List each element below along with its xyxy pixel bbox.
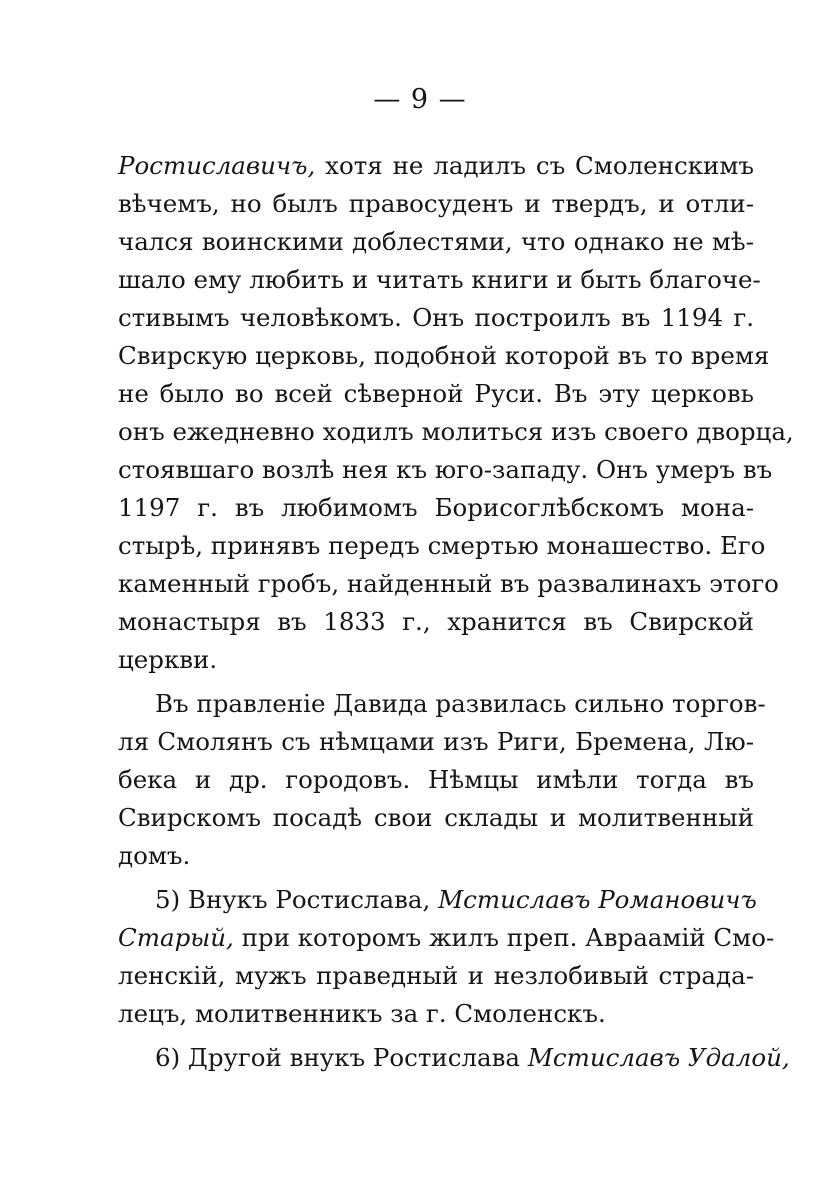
text-fragment: Въ правленіе Давида развилась сильно торгов- xyxy=(155,689,766,718)
text-fragment: 6) Другой внукъ Ростислава xyxy=(155,1043,528,1072)
text-fragment: хотя не ладилъ съ Смоленскимъ xyxy=(315,151,754,180)
text-line xyxy=(118,341,770,371)
text-fragment: Старый, xyxy=(118,923,234,952)
text-line xyxy=(118,765,754,795)
text-line xyxy=(155,689,766,719)
text-fragment: стивымъ человѣкомъ. Онъ построилъ въ 1194 г. xyxy=(118,303,754,332)
text-line xyxy=(155,1043,790,1073)
text-line xyxy=(118,645,754,675)
text-fragment: домъ. xyxy=(118,841,191,870)
text-fragment: стырѣ, принявъ передъ смертью монашество. Его xyxy=(118,531,766,560)
text-fragment: онъ ежедневно ходилъ молиться изъ своего дворца, xyxy=(118,417,794,446)
text-line xyxy=(118,265,761,295)
text-line xyxy=(118,607,754,637)
text-line xyxy=(118,841,754,871)
text-fragment: вѣчемъ, но былъ правосуденъ и твердъ, и отли- xyxy=(118,189,754,218)
text-line xyxy=(118,455,773,485)
text-fragment: Мстиславъ Удалой, xyxy=(527,1043,790,1072)
text-line xyxy=(118,303,754,333)
text-line xyxy=(118,227,754,257)
text-fragment: каменный гробъ, найденный въ развалинахъ этого xyxy=(118,569,779,598)
text-line xyxy=(118,417,794,447)
text-line xyxy=(118,151,754,181)
text-line xyxy=(118,961,754,991)
text-fragment: Мстиславъ Романовичъ xyxy=(438,885,757,914)
text-fragment: бека и др. городовъ. Нѣмцы имѣли тогда въ xyxy=(118,765,754,794)
text-fragment: церкви. xyxy=(118,645,218,674)
text-line xyxy=(118,569,779,599)
text-line xyxy=(118,493,754,523)
text-line xyxy=(155,885,757,915)
text-fragment: чался воинскими доблестями, что однако не мѣ- xyxy=(118,227,754,256)
text-fragment: монастыря въ 1833 г., хранится въ Свирской xyxy=(118,607,754,636)
text-fragment: лецъ, молитвенникъ за г. Смоленскъ. xyxy=(118,999,606,1028)
text-fragment: ля Смолянъ съ нѣмцами изъ Риги, Бремена, Лю- xyxy=(118,727,754,756)
text-line xyxy=(118,531,766,561)
text-fragment: шало ему любить и читать книги и быть благоче- xyxy=(118,265,761,294)
page-number: — 9 — xyxy=(373,84,467,115)
text-line xyxy=(118,923,775,953)
text-line xyxy=(118,189,754,219)
text-fragment: не было во всей сѣверной Руси. Въ эту церковь xyxy=(118,379,754,408)
text-fragment: ленскій, мужъ праведный и незлобивый страда- xyxy=(118,961,754,990)
text-fragment: стоявшаго возлѣ нея къ юго-западу. Онъ умеръ въ xyxy=(118,455,773,484)
text-fragment: 5) Внукъ Ростислава, xyxy=(155,885,439,914)
text-fragment: Свирскомъ посадѣ свои склады и молитвенный xyxy=(118,803,754,832)
text-line xyxy=(118,379,754,409)
text-fragment: Ростиславичъ, xyxy=(118,151,316,180)
text-fragment: Свирскую церковь, подобной которой въ то время xyxy=(118,341,770,370)
text-fragment: при которомъ жилъ преп. Авраамій Смо- xyxy=(233,923,775,952)
text-line xyxy=(118,803,754,833)
text-line xyxy=(118,999,754,1029)
text-fragment: 1197 г. въ любимомъ Борисоглѣбскомъ мона- xyxy=(118,493,754,522)
text-line xyxy=(118,727,754,757)
